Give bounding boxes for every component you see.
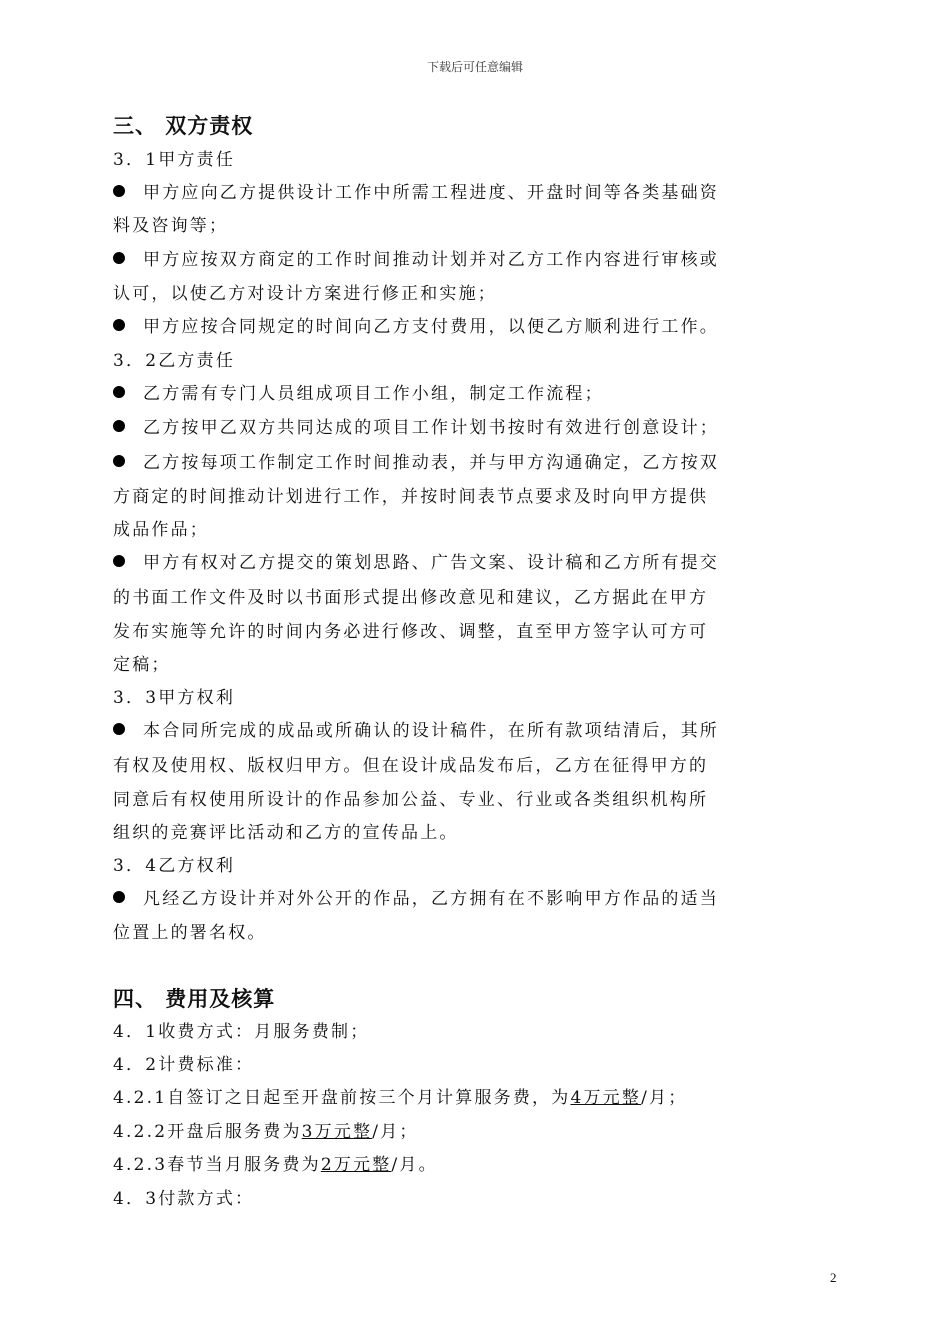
subsection-4-2: 4．2计费标准： xyxy=(113,1055,255,1075)
list-item: 本合同所完成的成品或所确认的设计稿件，在所有款项结清后，其所 xyxy=(113,719,719,743)
list-item: 乙方按每项工作制定工作时间推动表，并与甲方沟通确定，乙方按双 xyxy=(113,451,719,475)
list-item-cont: 方商定的时间推动计划进行工作，并按时间表节点要求及时向甲方提供 xyxy=(113,487,709,507)
bullet-icon xyxy=(113,555,125,567)
list-item-cont: 料及咨询等； xyxy=(113,216,229,236)
bullet-icon xyxy=(113,420,125,432)
fee-item-4-2-2: 4.2.2开盘后服务费为3万元整/月； xyxy=(113,1122,419,1142)
list-item-cont: 组织的竞赛评比活动和乙方的宣传品上。 xyxy=(113,823,459,843)
bullet-icon xyxy=(113,185,125,197)
section-3-title: 三、 双方责权 xyxy=(113,114,254,138)
section-4-title: 四、 费用及核算 xyxy=(113,987,276,1011)
subsection-4-3: 4．3付款方式： xyxy=(113,1189,255,1209)
bullet-icon xyxy=(113,386,125,398)
subsection-3-2: 3．2乙方责任 xyxy=(113,351,236,371)
bullet-icon xyxy=(113,319,125,331)
page-number: 2 xyxy=(830,1270,837,1285)
list-item-cont: 位置上的署名权。 xyxy=(113,923,267,943)
list-item: 凡经乙方设计并对外公开的作品，乙方拥有在不影响甲方作品的适当 xyxy=(113,887,719,911)
list-item: 甲方有权对乙方提交的策划思路、广告文案、设计稿和乙方所有提交 xyxy=(113,551,719,575)
bullet-icon xyxy=(113,455,125,467)
list-item: 乙方需有专门人员组成项目工作小组，制定工作流程； xyxy=(113,382,604,406)
list-item: 甲方应按合同规定的时间向乙方支付费用，以便乙方顺利进行工作。 xyxy=(113,315,719,339)
list-item-cont: 定稿； xyxy=(113,655,171,675)
list-item-cont: 的书面工作文件及时以书面形式提出修改意见和建议，乙方据此在甲方 xyxy=(113,588,709,608)
bullet-icon xyxy=(113,252,125,264)
subsection-4-1: 4．1收费方式：月服务费制； xyxy=(113,1022,370,1042)
list-item: 甲方应按双方商定的工作时间推动计划并对乙方工作内容进行审核或 xyxy=(113,248,719,272)
page-header: 下载后可任意编辑 xyxy=(426,60,523,74)
bullet-icon xyxy=(113,723,125,735)
subsection-3-1: 3．1甲方责任 xyxy=(113,150,236,170)
fee-item-4-2-1: 4.2.1自签订之日起至开盘前按三个月计算服务费，为4万元整/月； xyxy=(113,1088,688,1108)
subsection-3-4: 3．4乙方权利 xyxy=(113,856,236,876)
subsection-3-3: 3．3甲方权利 xyxy=(113,688,236,708)
list-item-cont: 同意后有权使用所设计的作品参加公益、专业、行业或各类组织机构所 xyxy=(113,790,709,810)
list-item-cont: 有权及使用权、版权归甲方。但在设计成品发布后，乙方在征得甲方的 xyxy=(113,756,709,776)
list-item: 乙方按甲乙双方共同达成的项目工作计划书按时有效进行创意设计； xyxy=(113,416,719,440)
list-item-cont: 发布实施等允许的时间内务必进行修改、调整，直至甲方签字认可方可 xyxy=(113,622,709,642)
list-item: 甲方应向乙方提供设计工作中所需工程进度、开盘时间等各类基础资 xyxy=(113,181,719,205)
fee-item-4-2-3: 4.2.3春节当月服务费为2万元整/月。 xyxy=(113,1155,438,1175)
list-item-cont: 认可，以使乙方对设计方案进行修正和实施； xyxy=(113,284,497,304)
list-item-cont: 成品作品； xyxy=(113,520,209,540)
bullet-icon xyxy=(113,891,125,903)
